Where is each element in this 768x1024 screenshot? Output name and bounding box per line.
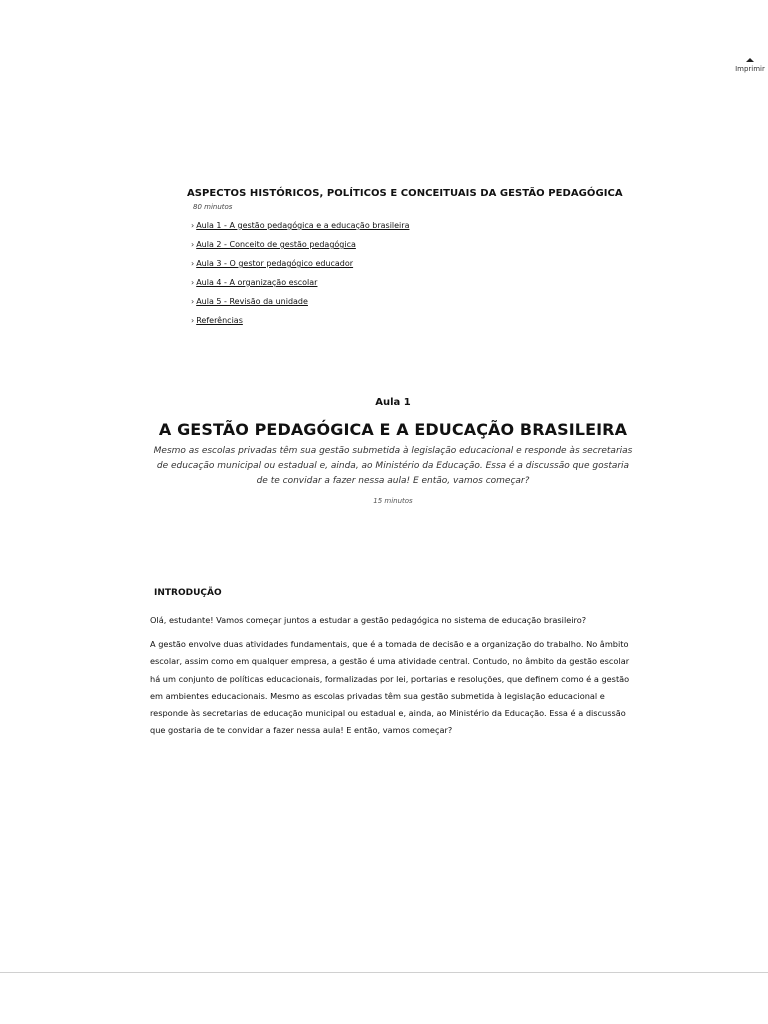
toc-link-aula-2[interactable]: Aula 2 - Conceito de gestão pedagógica [196, 240, 356, 249]
lesson-duration: 15 minutos [373, 497, 413, 505]
introduction-paragraph-1: Olá, estudante! Vamos começar juntos a estudar a gestão pedagógica no sistema de educação brasileiro? [150, 615, 587, 625]
introduction-paragraph-2: A gestão envolve duas atividades fundamentais, que é a tomada de decisão e a organização do trabalho. No âmbito escolar, assim como em qualquer empresa, a gestão é uma atividade central. Contudo, no âmbito da gestão escolar há um conjunto de políticas educacionais, formalizadas por lei, portarias e resoluções, que definem como é a gestão em ambientes educacionais. Mesmo as escolas privadas têm sua gestão submetida à legislação educacional e responde às secretarias de educação municipal ou estadual e, ainda, ao Ministério da Educação. Essa é a discussão que gostaria de te convidar a fazer nessa aula! E então, vamos começar? [150, 639, 630, 736]
chevron-right-icon: › [191, 278, 195, 287]
lesson-header [150, 397, 636, 505]
toc-item-referencias [191, 316, 647, 335]
toc-title: ASPECTOS HISTÓRICOS, POLÍTICOS E CONCEITUAIS DA GESTÃO PEDAGÓGICA [187, 188, 623, 199]
toc-item-aula-3 [191, 259, 647, 278]
print-button[interactable] [733, 58, 767, 73]
toc-link-referencias[interactable]: Referências [196, 316, 243, 325]
caret-up-icon [746, 58, 754, 62]
chevron-right-icon: › [191, 316, 195, 325]
lesson-number: Aula 1 [375, 397, 411, 408]
toc-item-aula-2 [191, 240, 647, 259]
toc-item-aula-5 [191, 297, 647, 316]
chevron-right-icon: › [191, 221, 195, 230]
chevron-right-icon: › [191, 240, 195, 249]
toc-link-aula-5[interactable]: Aula 5 - Revisão da unidade [196, 297, 308, 306]
lesson-title: A GESTÃO PEDAGÓGICA E A EDUCAÇÃO BRASILEIRA [158, 420, 628, 439]
introduction-section [150, 588, 634, 740]
table-of-contents [187, 188, 647, 335]
page-divider [0, 972, 768, 973]
toc-list [191, 221, 647, 335]
toc-duration: 80 minutos [193, 203, 233, 211]
toc-link-aula-3[interactable]: Aula 3 - O gestor pedagógico educador [196, 259, 354, 268]
chevron-right-icon: › [191, 259, 195, 268]
print-label: Imprimir [735, 65, 765, 73]
toc-link-aula-1[interactable]: Aula 1 - A gestão pedagógica e a educação brasileira [196, 221, 410, 230]
lesson-summary: Mesmo as escolas privadas têm sua gestão submetida à legislação educacional e responde às secretarias de educação municipal ou estadual e, ainda, ao Ministério da Educação. Essa é a discussão que gostaria de te convidar a fazer nessa aula! E então, vamos começar? [153, 446, 633, 486]
toc-link-aula-4[interactable]: Aula 4 - A organização escolar [196, 278, 318, 287]
toc-item-aula-1 [191, 221, 647, 240]
chevron-right-icon: › [191, 297, 195, 306]
introduction-heading: INTRODUÇÃO [154, 588, 222, 598]
toc-item-aula-4 [191, 278, 647, 297]
